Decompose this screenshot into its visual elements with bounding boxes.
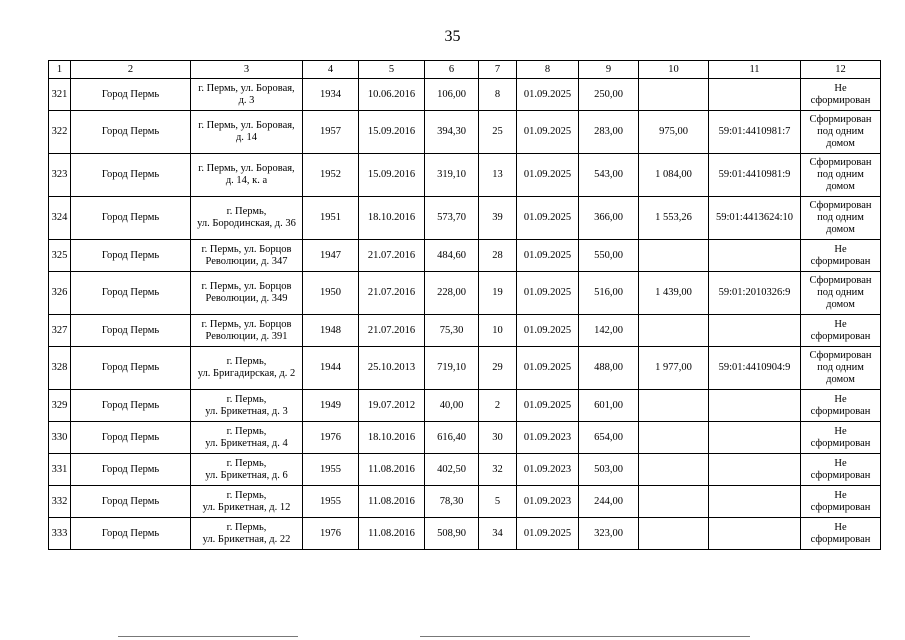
land-status-cell xyxy=(801,347,881,390)
row-number-cell: 322 xyxy=(49,111,71,154)
cadastral-number-cell: 59:01:4413624:10 xyxy=(709,197,801,240)
land-area-cell: 1 084,00 xyxy=(639,154,709,197)
value-cell: 503,00 xyxy=(579,454,639,486)
land-status-cell xyxy=(801,422,881,454)
address-cell xyxy=(191,422,303,454)
count-cell: 25 xyxy=(479,111,517,154)
land-status-cell xyxy=(801,197,881,240)
cell-line: г. Пермь, ул. Борцов xyxy=(201,318,292,330)
address-cell xyxy=(191,315,303,347)
build-year-cell: 1952 xyxy=(303,154,359,197)
row-number-cell: 324 xyxy=(49,197,71,240)
build-year-cell: 1934 xyxy=(303,79,359,111)
value-cell: 543,00 xyxy=(579,154,639,197)
bottom-edge-line xyxy=(420,636,750,637)
date-cell: 15.09.2016 xyxy=(359,154,425,197)
land-status-cell xyxy=(801,154,881,197)
deadline-date-cell: 01.09.2025 xyxy=(517,347,579,390)
land-status-cell xyxy=(801,390,881,422)
cadastral-number-cell xyxy=(709,486,801,518)
land-area-cell: 1 977,00 xyxy=(639,347,709,390)
cell-line: Сформирован xyxy=(809,157,872,168)
cell-line: г. Пермь, xyxy=(226,356,267,367)
cell-line: г. Пермь, ул. Боровая, xyxy=(198,120,295,131)
land-status-cell xyxy=(801,454,881,486)
value-cell: 142,00 xyxy=(579,315,639,347)
area-cell: 78,30 xyxy=(425,486,479,518)
address-cell xyxy=(191,197,303,240)
build-year-cell: 1944 xyxy=(303,347,359,390)
row-number-cell: 332 xyxy=(49,486,71,518)
cell-line: домом xyxy=(826,299,855,310)
table-row xyxy=(49,111,881,154)
cell-line: домом xyxy=(826,224,855,235)
address-cell xyxy=(191,454,303,486)
cell-line: сформирован xyxy=(810,533,871,545)
date-cell: 15.09.2016 xyxy=(359,111,425,154)
cadastral-number-cell: 59:01:4410981:7 xyxy=(709,111,801,154)
land-area-cell xyxy=(639,79,709,111)
count-cell: 30 xyxy=(479,422,517,454)
cell-line: домом xyxy=(826,181,855,192)
cell-line: Сформирован xyxy=(809,275,872,286)
count-cell: 8 xyxy=(479,79,517,111)
cell-line: Не xyxy=(834,243,847,255)
land-status-cell xyxy=(801,486,881,518)
table-row xyxy=(49,422,881,454)
municipality-cell: Город Пермь xyxy=(71,422,191,454)
cell-line: под одним xyxy=(817,169,864,180)
table-row xyxy=(49,518,881,550)
date-cell: 18.10.2016 xyxy=(359,422,425,454)
value-cell: 283,00 xyxy=(579,111,639,154)
deadline-date-cell: 01.09.2023 xyxy=(517,486,579,518)
area-cell: 402,50 xyxy=(425,454,479,486)
land-area-cell xyxy=(639,518,709,550)
land-area-cell: 975,00 xyxy=(639,111,709,154)
deadline-date-cell: 01.09.2025 xyxy=(517,79,579,111)
row-number-cell: 330 xyxy=(49,422,71,454)
cell-line: ул. Брикетная, д. 12 xyxy=(202,501,291,513)
cell-line: сформирован xyxy=(810,405,871,417)
build-year-cell: 1947 xyxy=(303,240,359,272)
land-area-cell xyxy=(639,486,709,518)
value-cell: 250,00 xyxy=(579,79,639,111)
cell-line: Революции, д. 349 xyxy=(205,293,288,304)
row-number-cell: 325 xyxy=(49,240,71,272)
area-cell: 75,30 xyxy=(425,315,479,347)
table-row xyxy=(49,486,881,518)
row-number-cell: 327 xyxy=(49,315,71,347)
count-cell: 19 xyxy=(479,272,517,315)
municipality-cell: Город Пермь xyxy=(71,347,191,390)
date-cell: 11.08.2016 xyxy=(359,518,425,550)
cell-line: ул. Брикетная, д. 6 xyxy=(205,469,288,481)
land-status-cell xyxy=(801,518,881,550)
date-cell: 21.07.2016 xyxy=(359,315,425,347)
address-cell xyxy=(191,347,303,390)
area-cell: 508,90 xyxy=(425,518,479,550)
date-cell: 21.07.2016 xyxy=(359,272,425,315)
value-cell: 488,00 xyxy=(579,347,639,390)
cadastral-number-cell xyxy=(709,390,801,422)
area-cell: 573,70 xyxy=(425,197,479,240)
build-year-cell: 1976 xyxy=(303,518,359,550)
land-status-cell xyxy=(801,315,881,347)
deadline-date-cell: 01.09.2023 xyxy=(517,454,579,486)
cadastral-number-cell xyxy=(709,79,801,111)
cell-line: д. 14 xyxy=(235,132,258,143)
cell-line: домом xyxy=(826,374,855,385)
address-cell xyxy=(191,272,303,315)
value-cell: 244,00 xyxy=(579,486,639,518)
value-cell: 323,00 xyxy=(579,518,639,550)
area-cell: 40,00 xyxy=(425,390,479,422)
cadastral-number-cell xyxy=(709,454,801,486)
cell-line: под одним xyxy=(817,212,864,223)
build-year-cell: 1955 xyxy=(303,454,359,486)
count-cell: 39 xyxy=(479,197,517,240)
cell-line: г. Пермь, xyxy=(226,425,267,437)
address-cell xyxy=(191,486,303,518)
build-year-cell: 1955 xyxy=(303,486,359,518)
cell-line: под одним xyxy=(817,287,864,298)
count-cell: 34 xyxy=(479,518,517,550)
date-cell: 11.08.2016 xyxy=(359,454,425,486)
cell-line: сформирован xyxy=(810,469,871,481)
municipality-cell: Город Пермь xyxy=(71,486,191,518)
row-number-cell: 329 xyxy=(49,390,71,422)
row-number-cell: 326 xyxy=(49,272,71,315)
table-body xyxy=(49,61,881,550)
row-number-cell: 321 xyxy=(49,79,71,111)
housing-registry-table xyxy=(48,60,881,550)
land-area-cell: 1 439,00 xyxy=(639,272,709,315)
column-number-cell: 3 xyxy=(191,61,303,79)
date-cell: 25.10.2013 xyxy=(359,347,425,390)
cell-line: Не xyxy=(834,457,847,469)
area-cell: 394,30 xyxy=(425,111,479,154)
cell-line: д. 3 xyxy=(238,94,255,106)
cell-line: сформирован xyxy=(810,330,871,342)
value-cell: 550,00 xyxy=(579,240,639,272)
count-cell: 5 xyxy=(479,486,517,518)
cell-line: Не xyxy=(834,82,847,94)
cadastral-number-cell: 59:01:2010326:9 xyxy=(709,272,801,315)
build-year-cell: 1948 xyxy=(303,315,359,347)
cell-line: домом xyxy=(826,138,855,149)
address-cell xyxy=(191,240,303,272)
cell-line: Сформирован xyxy=(809,200,872,211)
page-number: 35 xyxy=(444,28,461,45)
count-cell: 10 xyxy=(479,315,517,347)
table-row xyxy=(49,390,881,422)
row-number-cell: 331 xyxy=(49,454,71,486)
cell-line: г. Пермь, ул. Боровая, xyxy=(198,163,295,174)
land-status-cell xyxy=(801,111,881,154)
cadastral-number-cell xyxy=(709,518,801,550)
deadline-date-cell: 01.09.2025 xyxy=(517,154,579,197)
cadastral-number-cell: 59:01:4410904:9 xyxy=(709,347,801,390)
cell-line: г. Пермь, ул. Борцов xyxy=(201,281,292,292)
date-cell: 19.07.2012 xyxy=(359,390,425,422)
column-number-cell: 10 xyxy=(639,61,709,79)
address-cell xyxy=(191,79,303,111)
municipality-cell: Город Пермь xyxy=(71,272,191,315)
cell-line: Не xyxy=(834,425,847,437)
column-number-cell: 5 xyxy=(359,61,425,79)
date-cell: 21.07.2016 xyxy=(359,240,425,272)
cell-line: Не xyxy=(834,393,847,405)
deadline-date-cell: 01.09.2025 xyxy=(517,315,579,347)
cell-line: Сформирован xyxy=(809,114,872,125)
build-year-cell: 1976 xyxy=(303,422,359,454)
table-row xyxy=(49,272,881,315)
deadline-date-cell: 01.09.2025 xyxy=(517,197,579,240)
value-cell: 601,00 xyxy=(579,390,639,422)
address-cell xyxy=(191,154,303,197)
date-cell: 18.10.2016 xyxy=(359,197,425,240)
column-number-cell: 6 xyxy=(425,61,479,79)
cell-line: ул. Брикетная, д. 3 xyxy=(205,405,288,417)
municipality-cell: Город Пермь xyxy=(71,154,191,197)
cadastral-number-cell xyxy=(709,422,801,454)
table-row xyxy=(49,79,881,111)
date-cell: 11.08.2016 xyxy=(359,486,425,518)
area-cell: 228,00 xyxy=(425,272,479,315)
cell-line: г. Пермь, xyxy=(226,457,267,469)
municipality-cell: Город Пермь xyxy=(71,518,191,550)
table-row xyxy=(49,454,881,486)
table-row xyxy=(49,315,881,347)
cell-line: Не xyxy=(834,521,847,533)
cell-line: г. Пермь, xyxy=(226,521,267,533)
cell-line: ул. Бригадирская, д. 2 xyxy=(197,368,296,379)
cell-line: Революции, д. 391 xyxy=(205,330,288,342)
column-number-cell: 1 xyxy=(49,61,71,79)
cell-line: г. Пермь, ул. Боровая, xyxy=(198,82,295,94)
count-cell: 28 xyxy=(479,240,517,272)
land-area-cell xyxy=(639,422,709,454)
count-cell: 29 xyxy=(479,347,517,390)
column-number-cell: 9 xyxy=(579,61,639,79)
cell-line: ул. Брикетная, д. 22 xyxy=(202,533,291,545)
cell-line: г. Пермь, xyxy=(226,489,267,501)
cell-line: под одним xyxy=(817,362,864,373)
cell-line: Не xyxy=(834,489,847,501)
deadline-date-cell: 01.09.2025 xyxy=(517,111,579,154)
municipality-cell: Город Пермь xyxy=(71,390,191,422)
cell-line: Революции, д. 347 xyxy=(205,255,288,267)
municipality-cell: Город Пермь xyxy=(71,197,191,240)
municipality-cell: Город Пермь xyxy=(71,111,191,154)
area-cell: 319,10 xyxy=(425,154,479,197)
area-cell: 719,10 xyxy=(425,347,479,390)
land-status-cell xyxy=(801,272,881,315)
date-cell: 10.06.2016 xyxy=(359,79,425,111)
cadastral-number-cell: 59:01:4410981:9 xyxy=(709,154,801,197)
row-number-cell: 328 xyxy=(49,347,71,390)
cell-line: г. Пермь, xyxy=(226,393,267,405)
land-area-cell xyxy=(639,454,709,486)
cell-line: ул. Бородинская, д. 36 xyxy=(197,218,296,229)
cell-line: сформирован xyxy=(810,501,871,513)
build-year-cell: 1951 xyxy=(303,197,359,240)
deadline-date-cell: 01.09.2023 xyxy=(517,422,579,454)
value-cell: 516,00 xyxy=(579,272,639,315)
cadastral-number-cell xyxy=(709,315,801,347)
column-number-cell: 11 xyxy=(709,61,801,79)
municipality-cell: Город Пермь xyxy=(71,315,191,347)
cell-line: д. 14, к. а xyxy=(225,175,268,186)
deadline-date-cell: 01.09.2025 xyxy=(517,272,579,315)
column-number-cell: 2 xyxy=(71,61,191,79)
count-cell: 32 xyxy=(479,454,517,486)
column-number-cell: 8 xyxy=(517,61,579,79)
area-cell: 106,00 xyxy=(425,79,479,111)
column-number-cell: 12 xyxy=(801,61,881,79)
count-cell: 13 xyxy=(479,154,517,197)
address-cell xyxy=(191,518,303,550)
cell-line: г. Пермь, ул. Борцов xyxy=(201,243,292,255)
land-status-cell xyxy=(801,79,881,111)
cell-line: сформирован xyxy=(810,255,871,267)
land-area-cell xyxy=(639,240,709,272)
land-area-cell: 1 553,26 xyxy=(639,197,709,240)
cell-line: под одним xyxy=(817,126,864,137)
deadline-date-cell: 01.09.2025 xyxy=(517,390,579,422)
count-cell: 2 xyxy=(479,390,517,422)
municipality-cell: Город Пермь xyxy=(71,240,191,272)
address-cell xyxy=(191,390,303,422)
value-cell: 654,00 xyxy=(579,422,639,454)
cell-line: Не xyxy=(834,318,847,330)
table-row xyxy=(49,154,881,197)
cadastral-number-cell xyxy=(709,240,801,272)
column-number-row xyxy=(49,61,881,79)
land-area-cell xyxy=(639,390,709,422)
cell-line: Сформирован xyxy=(809,350,872,361)
area-cell: 616,40 xyxy=(425,422,479,454)
column-number-cell: 7 xyxy=(479,61,517,79)
table-row xyxy=(49,197,881,240)
land-status-cell xyxy=(801,240,881,272)
land-area-cell xyxy=(639,315,709,347)
cell-line: г. Пермь, xyxy=(226,206,267,217)
build-year-cell: 1950 xyxy=(303,272,359,315)
bottom-edge-line xyxy=(118,636,298,637)
municipality-cell: Город Пермь xyxy=(71,79,191,111)
municipality-cell: Город Пермь xyxy=(71,454,191,486)
column-number-cell: 4 xyxy=(303,61,359,79)
table-row xyxy=(49,347,881,390)
deadline-date-cell: 01.09.2025 xyxy=(517,240,579,272)
table-row xyxy=(49,240,881,272)
cell-line: ул. Брикетная, д. 4 xyxy=(205,437,288,449)
address-cell xyxy=(191,111,303,154)
value-cell: 366,00 xyxy=(579,197,639,240)
build-year-cell: 1949 xyxy=(303,390,359,422)
row-number-cell: 333 xyxy=(49,518,71,550)
area-cell: 484,60 xyxy=(425,240,479,272)
deadline-date-cell: 01.09.2025 xyxy=(517,518,579,550)
cell-line: сформирован xyxy=(810,437,871,449)
cell-line: сформирован xyxy=(810,94,871,106)
build-year-cell: 1957 xyxy=(303,111,359,154)
row-number-cell: 323 xyxy=(49,154,71,197)
